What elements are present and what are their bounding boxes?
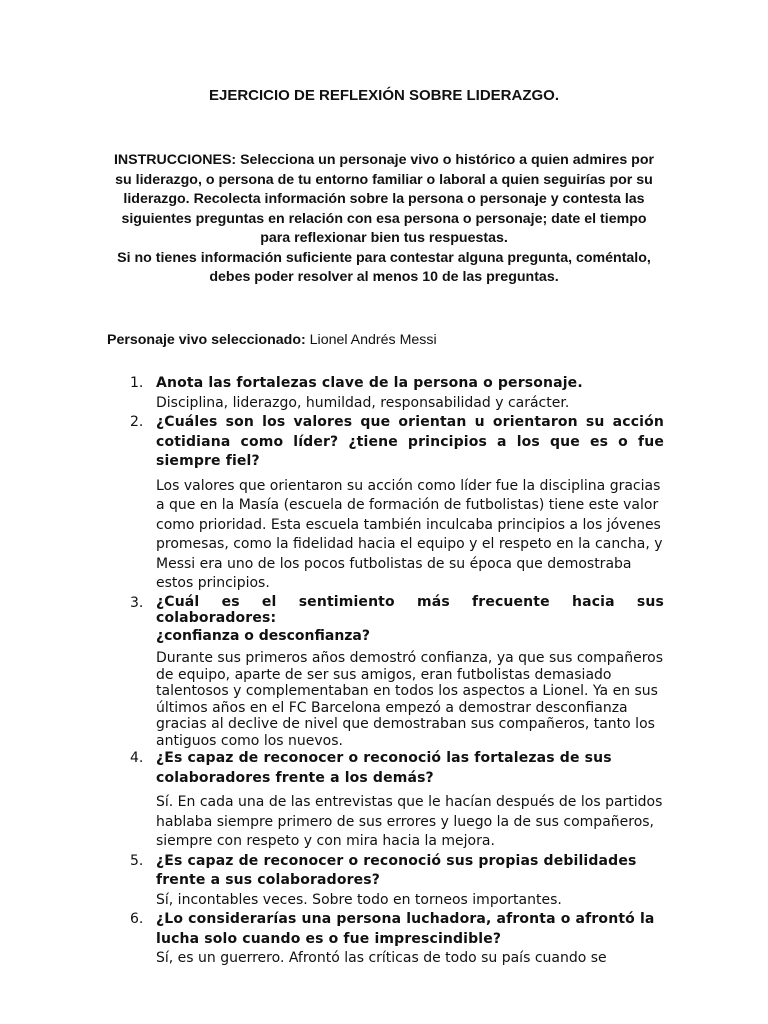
question-item (130, 413, 664, 594)
question-text: ¿Es capaz de reconocer o reconoció las fortalezas de sus colaboradores frente a los demás? (156, 750, 612, 786)
question-text: ¿Cuáles son los valores que orientan u orientaron su acción cotidiana como líder? ¿tiene principios a los que es o fue siempre fiel? (156, 414, 664, 469)
selected-person-label: Personaje vivo seleccionado: (107, 332, 306, 348)
question-text: ¿Lo considerarías una persona luchadora, afronta o afrontó la lucha solo cuando es o fue imprescindible? (156, 911, 655, 947)
document-title: EJERCICIO DE REFLEXIÓN SOBRE LIDERAZGO. (208, 87, 560, 104)
question-item (130, 910, 664, 969)
instructions-paragraph: INSTRUCCIONES: Selecciona un personaje vivo o histórico a quien admires por su liderazgo, o persona de tu entorno familiar o laboral a quien seguirías por su liderazgo. Recolecta información sobre la persona o personaje y contesta las siguientes preguntas en relación con esa persona o personaje; date el tiempo para reflexionar bien tus respuestas. (113, 152, 655, 246)
question-number: 3. (130, 594, 144, 611)
instructions-block (108, 151, 660, 288)
instructions-note: Si no tienes información suficiente para contestar alguna pregunta, coméntalo, debes poder resolver al menos 10 de las preguntas. (117, 249, 651, 285)
selected-person (107, 331, 437, 350)
question-text: Anota las fortalezas clave de la persona o personaje. (156, 375, 583, 391)
answer-text: Sí, incontables veces. Sobre todo en torneos importantes. (156, 891, 562, 908)
question-number: 1. (130, 375, 144, 391)
answer-text: Sí. En cada una de las entrevistas que le hacían después de los partidos hablaba siempre primero de sus errores y luego la de sus compañeros, siempre con respeto y con mira hacia la mejora. (156, 794, 663, 849)
question-item (130, 749, 664, 852)
question-subtext: ¿confianza o desconfianza? (156, 627, 370, 644)
question-number: 4. (130, 750, 144, 766)
answer-text: Durante sus primeros años demostró confianza, ya que sus compañeros de equipo, aparte de ser sus amigos, eran futbolistas demasiado talentosos y complementaban en todos los aspectos a Lionel. Ya en sus últimos años en el FC Barcelona empezó a demostrar desconfianza gracias al declive de nivel que demostraban sus compañeros, tanto los antiguos como los nuevos. (156, 650, 664, 749)
question-text: ¿Cuál es el sentimiento más frecuente hacia sus colaboradores: (156, 593, 664, 626)
selected-person-value: Lionel Andrés Messi (305, 332, 437, 348)
question-number: 2. (130, 414, 144, 430)
question-item (130, 852, 664, 911)
question-item (130, 374, 664, 413)
questions-list (130, 374, 664, 969)
question-number: 6. (130, 911, 144, 927)
answer-text: Disciplina, liderazgo, humildad, responsabilidad y carácter. (156, 394, 570, 411)
answer-text: Sí, es un guerrero. Afrontó las críticas de todo su país cuando se (156, 950, 607, 966)
question-item (130, 594, 664, 750)
question-text: ¿Es capaz de reconocer o reconoció sus propias debilidades frente a sus colaboradores? (156, 852, 637, 888)
question-number: 5. (130, 852, 144, 869)
answer-text: Los valores que orientaron su acción como líder fue la disciplina gracias a que en la Masía (escuela de formación de futbolistas) tiene este valor como prioridad. Esta escuela también inculcaba principios a los jóvenes promesas, como la fidelidad hacia el equipo y el respeto en la cancha, y Messi era uno de los pocos futbolistas de su época que demostraba estos principios. (156, 477, 663, 591)
